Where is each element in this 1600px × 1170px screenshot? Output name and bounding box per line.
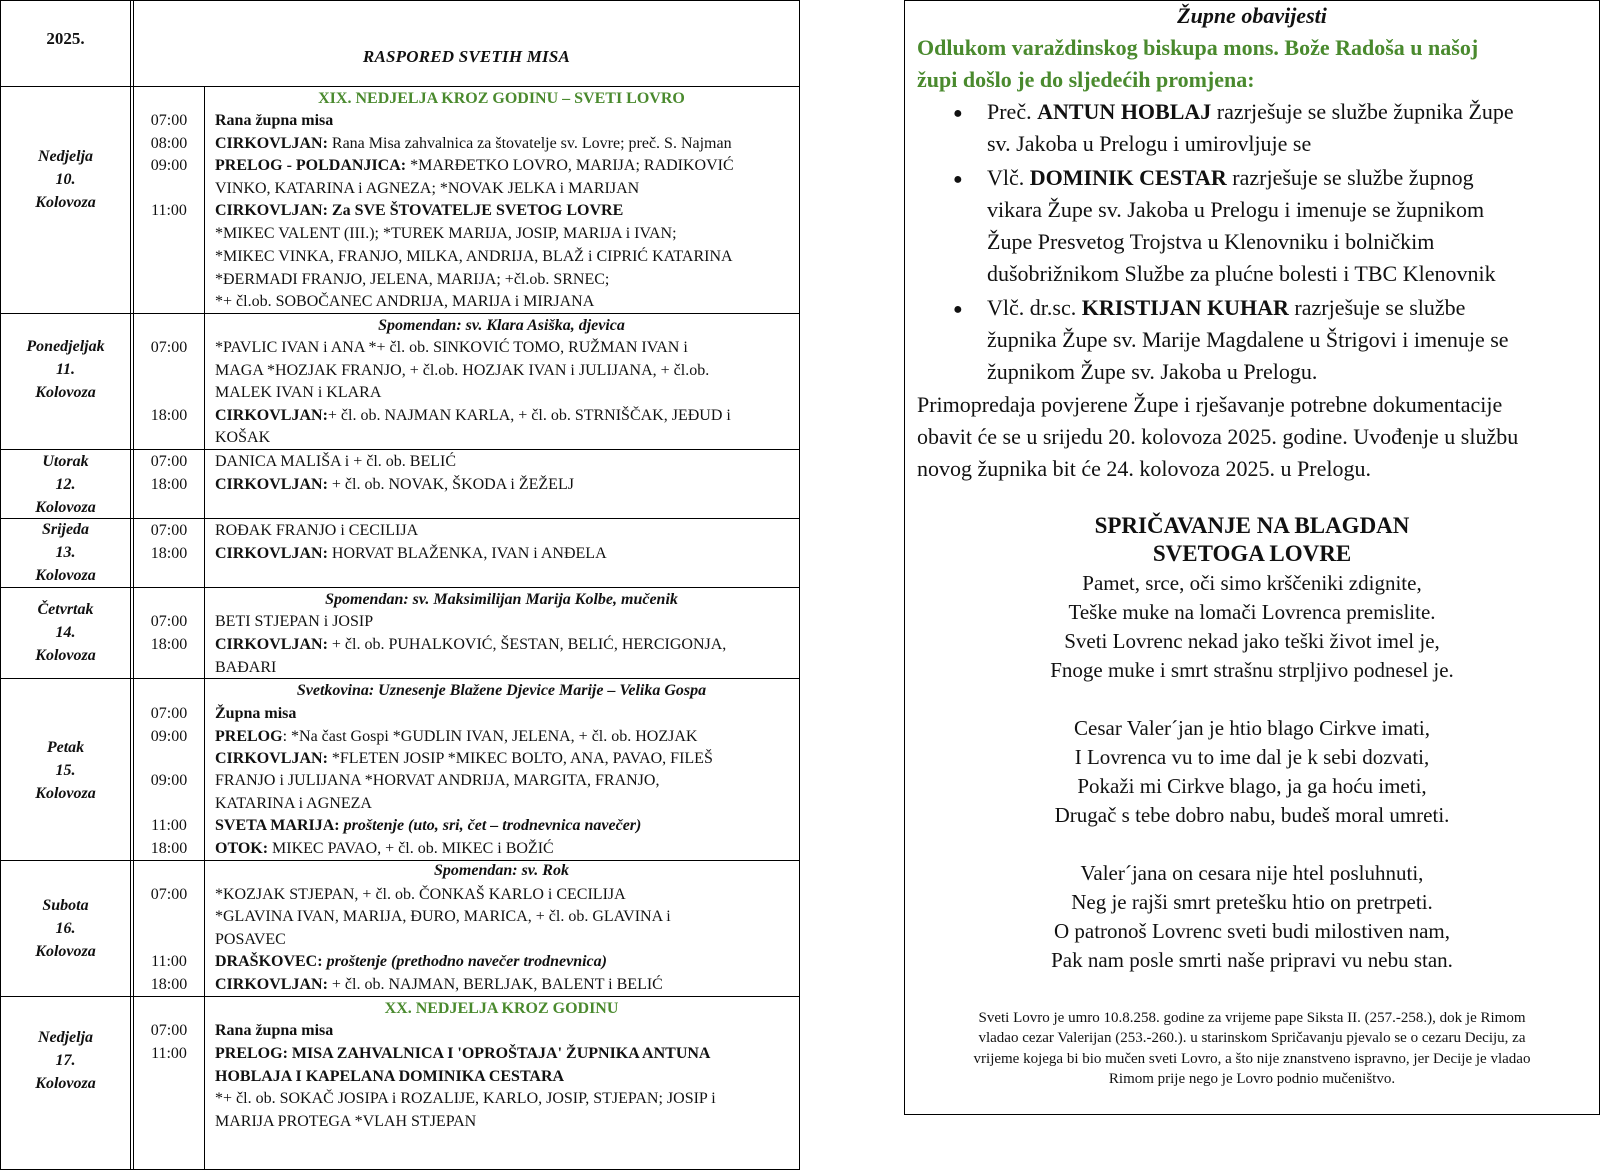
intention-text: *KOZJAK STJEPAN, + čl. ob. ČONKAŠ KARLO i CECILIJA [215,886,626,903]
poem-verse: Fnoge muke i smrt strašnu strpljivo podnesel je. [1050,658,1454,682]
schedule-line [134,1087,799,1110]
mass-intention [215,792,795,815]
mass-intention [215,610,795,633]
poem-verse: Teške muke na lomači Lovrenca premislite. [1068,600,1436,624]
mass-intention [215,426,795,449]
item-text: sv. Jakoba u Prelogu i umirovljuje se [987,131,1312,156]
mass-intention [215,837,795,860]
location-label: CIRKOVLJAN: [215,750,328,767]
mass-intention [215,725,795,748]
intention-text: + čl. ob. NOVAK, ŠKODA i ŽEŽELJ [327,476,574,493]
location-label: CIRKOVLJAN: [215,476,328,493]
location-label: SVETA MARIJA: [215,817,340,834]
day-name: Petak [46,739,85,756]
poem-verse: Pamet, srce, oči simo krščeniki zdignite, [1082,571,1422,595]
day-label [1,450,130,519]
mass-intention [215,542,795,565]
mass-intention [215,290,795,313]
mass-intention [215,702,795,725]
mass-time: 09:00 [150,728,188,745]
day-month: Kolovoza [35,194,96,211]
historical-note: vrijeme kojega bi bio mučen sveti Lovro, a što nije znanstveno ispravno, jer Decije je vladao [973,1051,1531,1067]
mass-intention [215,199,795,222]
feast-heading: Spomendan: sv. Rok [434,862,569,879]
location-label: OTOK: [215,840,269,857]
intention-text: *MARĐETKO LOVRO, MARIJA; RADIKOVIĆ [406,157,734,174]
mass-intention [215,747,795,770]
mass-intention [215,245,795,268]
schedule-line [134,1042,799,1065]
intention-text: HORVAT BLAŽENKA, IVAN i ANĐELA [327,545,607,562]
announcement-item-line [987,197,1484,223]
intention-text: ROĐAK FRANJO i CECILIJA [215,522,419,539]
intention-text: POSAVEC [215,931,286,948]
schedule-line [134,177,799,200]
announcement-item-line [987,359,1317,385]
schedule-line [134,859,799,882]
mass-time: 09:00 [150,772,188,789]
intention-text: Rana Misa zahvalnica za štovatelje sv. Lovre; preč. S. Najman [327,135,732,152]
mass-intention [215,473,795,496]
intention-text: FRANJO i JULIJANA *HORVAT ANDRIJA, MARGITA, FRANJO, [215,772,660,789]
day-number: 17. [55,1052,76,1069]
mass-intention [215,928,795,951]
item-prefix: Vlč. [987,165,1030,190]
day-month: Kolovoza [35,567,96,584]
mass-intention [215,404,795,427]
day-number: 12. [55,476,76,493]
bullet-icon: ● [953,105,963,122]
item-text: župnikom Župe sv. Jakoba u Prelogu. [987,359,1318,384]
day-label [1,598,130,667]
schedule-line [134,610,799,633]
intention-text: VINKO, KATARINA i AGNEZA; *NOVAK JELKA i MARIJAN [215,180,640,197]
historical-note: Rimom prije nego je Lovro podnio mučeništvo. [1108,1071,1396,1087]
intention-text: MAGA *HOZJAK FRANJO, + čl.ob. HOZJAK IVAN i JULIJANA, + čl.ob. [215,362,710,379]
mass-intention [215,633,795,656]
poem-verse: Sveti Lovrenc nekad jako teški život imel je, [1064,629,1440,653]
handover-paragraph: novog župnika bit će 24. kolovoza 2025. u Prelogu. [917,456,1371,481]
item-prefix: Preč. [987,99,1038,124]
day-name: Četvrtak [37,601,94,618]
schedule-line [134,359,799,382]
schedule-line [134,883,799,906]
item-text: vikara Župe sv. Jakoba u Prelogu i imenuje se župnikom [987,197,1485,222]
poem-verse: Neg je rajši smrt pretešku htio on pretrpeti. [1071,890,1433,914]
feast-heading: Spomendan: sv. Klara Asiška, djevica [378,317,625,334]
schedule-line [134,404,799,427]
mass-intention [215,1065,795,1088]
mass-time: 18:00 [150,476,188,493]
intention-text: BETI STJEPAN i JOSIP [215,613,374,630]
intention-text: KOŠAK [215,429,271,446]
intention-text: *+ čl.ob. SOBOČANEC ANDRIJA, MARIJA i MIRJANA [215,293,595,310]
mass-time: 18:00 [150,545,188,562]
intention-text: BAĐARI [215,659,277,676]
mass-time: 08:00 [150,135,188,152]
location-label: PRELOG [215,728,283,745]
day-number: 14. [55,624,76,641]
schedule-line [134,542,799,565]
intention-text: *+ čl. ob. SOKAČ JOSIPA i ROZALIJE, KARLO, JOSIP, STJEPAN; JOSIP i [215,1090,716,1107]
mass-intention [215,973,795,996]
location-label: CIRKOVLJAN: [215,545,328,562]
schedule-line [134,656,799,679]
intention-text: + čl. ob. PUHALKOVIĆ, ŠESTAN, BELIĆ, HERCIGONJA, [327,636,727,653]
bullet-icon: ● [953,301,963,318]
schedule-line [134,725,799,748]
day-month: Kolovoza [35,1075,96,1092]
mass-time: 07:00 [150,613,188,630]
schedule-year: 2025. [46,29,85,48]
mass-time: 07:00 [150,522,188,539]
location-label: HOBLAJA I KAPELANA DOMINIKA CESTARA [215,1068,565,1085]
location-label: CIRKOVLJAN: [215,407,328,424]
mass-intention [215,1019,795,1042]
mass-intention [215,905,795,928]
mass-time: 18:00 [150,976,188,993]
schedule-line [134,1019,799,1042]
location-label: Župna misa [215,705,297,722]
day-label [1,518,130,587]
schedule-line [134,336,799,359]
announcement-item-line [987,295,1465,321]
day-label [1,145,130,214]
mass-intention [215,359,795,382]
schedule-line [134,473,799,496]
day-label [1,894,130,963]
schedule-line [134,588,799,611]
announcement-item-line [987,261,1496,287]
mass-time: 09:00 [150,157,188,174]
day-month: Kolovoza [35,384,96,401]
handover-paragraph: Primopredaja povjerene Župe i rješavanje potrebne dokumentacije [917,392,1503,417]
day-name: Nedjelja [37,148,94,165]
schedule-line [134,950,799,973]
intention-text: *MIKEC VINKA, FRANJO, MILKA, ANDRIJA, BLAŽ i CIPRIĆ KATARINA [215,248,733,265]
mass-time: 11:00 [151,202,187,219]
mass-intention [215,222,795,245]
item-text: razrješuje se službe župnog [1226,165,1474,190]
priest-name: DOMINIK CESTAR [1029,165,1227,190]
mass-time: 07:00 [150,112,188,129]
day-number: 16. [55,920,76,937]
schedule-line [134,222,799,245]
schedule-line [134,814,799,837]
priest-name: KRISTIJAN KUHAR [1081,295,1289,320]
mass-intention [215,883,795,906]
day-name: Srijeda [41,521,90,538]
schedule-line [134,633,799,656]
schedule-line [134,109,799,132]
poem-verse: O patronoš Lovrenc sveti budi milostiven nam, [1053,919,1451,943]
schedule-line [134,314,799,337]
schedule-line [134,245,799,268]
poem-verse: Drugač s tebe dobro nabu, budeš moral umreti. [1054,803,1450,827]
day-label [1,736,130,805]
poem-verse: Valer´jana on cesara nije htel posluhnuti, [1080,861,1424,885]
announcement-item-line [987,229,1434,255]
poem-verse: Cesar Valer´jan je htio blago Cirkve imati, [1074,716,1430,740]
mass-time: 18:00 [150,407,188,424]
feast-heading: Svetkovina: Uznesenje Blažene Djevice Marije – Velika Gospa [296,682,707,699]
schedule-line [134,837,799,860]
announcement-item-line [987,327,1509,353]
mass-time: 07:00 [150,1022,188,1039]
announcement-lead: Odlukom varaždinskog biskupa mons. Bože Radoša u našoj [917,35,1479,60]
mass-intention [215,132,795,155]
poem-verse: Pak nam posle smrti naše pripravi vu nebu stan. [1051,948,1453,972]
mass-time: 07:00 [150,339,188,356]
schedule-line [134,381,799,404]
day-number: 10. [55,171,76,188]
intention-text: + čl. ob. NAJMAN, BERLJAK, BALENT i BELIĆ [327,976,663,993]
day-number: 11. [55,361,76,378]
location-label: CIRKOVLJAN: [215,135,328,152]
location-label: CIRKOVLJAN: [215,976,328,993]
mass-intention [215,519,795,542]
mass-time: 11:00 [151,1045,187,1062]
poem-verse: Pokaži mi Cirkve blago, ja ga hoću imeti, [1077,774,1427,798]
mass-intention [215,1110,795,1133]
day-number: 13. [55,544,76,561]
intention-text: : *Na čast Gospi *GUDLIN IVAN, JELENA, + čl. ob. HOZJAK [282,728,698,745]
mass-time: 07:00 [150,886,188,903]
feast-heading: Spomendan: sv. Maksimilijan Marija Kolbe, mučenik [325,591,678,608]
parish-announcements [904,0,1600,1115]
item-text: župnika Župe sv. Marije Magdalene u Štrigovi i imenuje se [987,327,1509,352]
location-label: Rana župna misa [215,112,334,129]
sunday-heading: XX. NEDJELJA KROZ GODINU [384,1000,619,1017]
mass-time: 18:00 [150,636,188,653]
schedule-line [134,132,799,155]
intention-text: *FLETEN JOSIP *MIKEC BOLTO, ANA, PAVAO, FILEŠ [327,750,713,767]
announcement-item-line [987,165,1474,191]
sunday-heading: XIX. NEDJELJA KROZ GODINU – SVETI LOVRO [318,90,685,107]
poem-title: SPRIČAVANJE NA BLAGDAN [1094,513,1410,538]
mass-intention [215,109,795,132]
mass-intention [215,450,795,473]
mass-intention [215,381,795,404]
historical-note: Sveti Lovro je umro 10.8.258. godine za vrijeme pape Siksta II. (257.-258.), dok je Rimom [978,1010,1526,1026]
mass-intention [215,268,795,291]
announcement-lead: župi došlo je do sljedećih promjena: [917,67,1255,92]
schedule-line [134,450,799,473]
schedule-line [134,519,799,542]
schedule-line [134,973,799,996]
announcements-title: Župne obavijesti [1177,3,1327,28]
mass-time: 18:00 [150,840,188,857]
schedule-line [134,1065,799,1088]
day-name: Subota [42,897,89,914]
location-label: DRAŠKOVEC: [215,953,323,970]
schedule-line [134,679,799,702]
intention-text: *MIKEC VALENT (III.); *TUREK MARIJA, JOSIP, MARIJA i IVAN; [215,225,677,242]
day-name: Utorak [42,453,89,470]
day-number: 15. [55,762,76,779]
intention-text: MARIJA PROTEGA *VLAH STJEPAN [215,1113,477,1130]
schedule-title: RASPORED SVETIH MISA [362,47,571,66]
intention-text: *ĐERMADI FRANJO, JELENA, MARIJA; +čl.ob. SRNEC; [215,271,610,288]
item-text: Župe Presvetog Trojstva u Klenovniku i bolničkim [987,229,1435,254]
intention-text: MALEK IVAN i KLARA [215,384,382,401]
schedule-line [134,426,799,449]
item-text: dušobrižnikom Službe za plućne bolesti i TBC Klenovnik [987,261,1496,286]
schedule-line [134,1110,799,1133]
mass-intention [215,656,795,679]
location-label: CIRKOVLJAN: Za SVE ŠTOVATELJE SVETOG LOVRE [215,202,624,219]
schedule-line [134,87,799,110]
mass-time: 07:00 [150,453,188,470]
item-text: razrješuje se službe [1288,295,1466,320]
location-label: PRELOG - POLDANJICA: [215,157,407,174]
day-month: Kolovoza [35,943,96,960]
schedule-line [134,268,799,291]
mass-time: 11:00 [151,953,187,970]
intention-text: DANICA MALIŠA i + čl. ob. BELIĆ [215,453,457,470]
schedule-line [134,769,799,792]
item-prefix: Vlč. dr.sc. [987,295,1082,320]
mass-intention [215,154,795,177]
location-label: Rana župna misa [215,1022,334,1039]
day-label [1,1026,130,1095]
mass-intention [215,177,795,200]
day-name: Ponedjeljak [26,338,105,355]
location-label: PRELOG: MISA ZAHVALNICA I 'OPROŠTAJA' ŽUPNIKA ANTUNA [215,1045,711,1062]
day-label [1,335,130,404]
poem-verse: I Lovrenca vu to ime dal je k sebi dozvati, [1074,745,1430,769]
mass-intention [215,950,795,973]
feast-note: proštenje (prethodno navečer trodnevnica) [322,953,607,970]
feast-note: proštenje (uto, sri, čet – trodnevnica navečer) [339,817,642,834]
day-name: Nedjelja [37,1029,94,1046]
mass-intention [215,336,795,359]
handover-paragraph: obavit će se u srijedu 20. kolovoza 2025. godine. Uvođenje u službu [917,424,1519,449]
schedule-line [134,702,799,725]
schedule-line [134,747,799,770]
mass-time: 07:00 [150,705,188,722]
day-month: Kolovoza [35,647,96,664]
location-label: CIRKOVLJAN: [215,636,328,653]
bullet-icon: ● [953,171,963,188]
historical-note: vladao cezar Valerijan (253.-260.). u starinskom Spričavanju pjevalo se o cezaru Deciju, za [978,1030,1526,1046]
priest-name: ANTUN HOBLAJ [1037,99,1212,124]
day-month: Kolovoza [35,785,96,802]
schedule-line [134,199,799,222]
schedule-line [134,792,799,815]
schedule-line [134,997,799,1020]
item-text: razrješuje se službe župnika Župe [1211,99,1514,124]
mass-intention [215,1042,795,1065]
intention-text: *PAVLIC IVAN i ANA *+ čl. ob. SINKOVIĆ TOMO, RUŽMAN IVAN i [215,339,688,356]
schedule-line [134,290,799,313]
announcement-item-line [987,99,1514,125]
intention-text: + čl. ob. NAJMAN KARLA, + čl. ob. STRNIŠČAK, JEĐUD i [327,407,731,424]
intention-text: KATARINA i AGNEZA [215,795,372,812]
mass-intention [215,814,795,837]
intention-text: *GLAVINA IVAN, MARIJA, ĐURO, MARICA, + čl. ob. GLAVINA i [215,908,671,925]
day-month: Kolovoza [35,499,96,516]
poem-title: SVETOGA LOVRE [1152,541,1352,566]
announcement-item-line [987,131,1311,157]
schedule-line [134,154,799,177]
schedule-line [134,905,799,928]
schedule-line [134,928,799,951]
mass-time: 11:00 [151,817,187,834]
intention-text: MIKEC PAVAO, + čl. ob. MIKEC i BOŽIĆ [268,840,554,857]
mass-intention [215,1087,795,1110]
mass-intention [215,769,795,792]
